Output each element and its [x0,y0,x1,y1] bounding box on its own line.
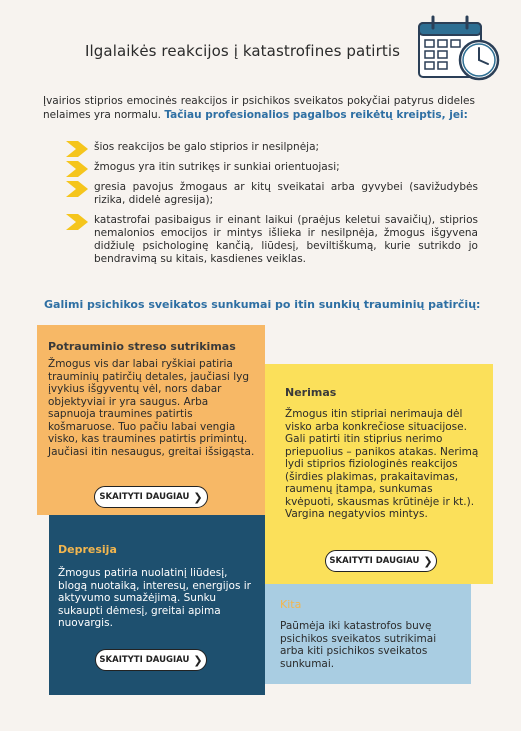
chevron-right-icon: ❯ [193,653,203,667]
card-other [265,584,471,684]
chevron-right-icon: ❯ [193,490,203,504]
card-anxiety [265,364,493,584]
card-ptsd [37,325,265,515]
chevron-right-icon [66,214,88,230]
read-more-button[interactable] [94,486,208,508]
card-text: Žmogus patiria nuolatinį liūdesį, blogą nuotaiką, interesų, energijos ir aktyvumo sumažėjimą. Sunku sukaupti dėmesį, greitai apima nuovargis. [58,567,252,629]
list-item-text: žmogus yra itin sutrikęs ir sunkiai orientuojasi; [94,161,340,173]
card-title: Depresija [58,543,117,556]
card-text: Paūmėja iki katastrofos buvę psichikos sveikatos sutrikimai arba kiti psichikos sveikatos sunkumai. [280,620,437,670]
list-item [66,141,478,154]
card-title: Kita [280,598,302,611]
intro-highlight: Tačiau profesionalios pagalbos reikėtų kreiptis, jei: [164,108,468,121]
card-text: Žmogus vis dar labai ryškiai patiria trauminių patirčių detales, jaučiasi lyg įvykius išgyventų vėl, nors dabar objektyviai ir yra saugus. Arba sapnuoja traumines patirtis košmaruose. Tuo pačiu labai vengia visko, kas traumines patirtis primintų. Jaučiasi itin nesaugus, greitai išsigąsta. [48,358,255,458]
list-item-text: šios reakcijos be galo stiprios ir nesilpnėja; [94,141,320,153]
criteria-list [66,141,478,273]
page-title: Ilgalaikės reakcijos į katastrofines patirtis [85,42,401,60]
list-item [66,214,478,266]
chevron-right-icon [66,181,88,197]
card-depression [49,515,265,695]
chevron-right-icon [66,161,88,177]
button-label: SKAITYTI DAUGIAU [99,655,190,665]
calendar-clock-icon [413,14,503,82]
list-item-text: katastrofai pasibaigus ir einant laikui (praėjus keletui savaičių), stiprios nemalonios emocijos ir mintys išlieka ir nesilpnėja, žmogus išgyvena didžiulę psichologinę kančią, liūdesį, beviltiškumą, kurie sutrikdo jo bendravimą su kitais, kasdienes veiklas. [94,214,478,265]
read-more-button[interactable] [95,649,207,671]
list-item [66,161,478,174]
read-more-button[interactable] [325,550,437,572]
intro-text: Įvairios stiprios emocinės reakcijos ir psichikos sveikatos pokyčiai patyrus dideles nelaimes yra normalu. [43,95,475,121]
list-item [66,181,478,207]
card-title: Potrauminio streso sutrikimas [48,340,236,353]
button-label: SKAITYTI DAUGIAU [329,556,420,566]
card-text: Žmogus itin stipriai nerimauja dėl visko arba konkrečiose situacijose. Gali patirti itin stiprius nerimo priepuolius – panikos atakas. Nerimą lydi stiprios fiziologinės reakcijos (širdies plakimas, prakaitavimas, raumenų įtampa, sunkumas kvėpuoti, skausmas krūtinėje ir kt.). Vargina negatyvios mintys. [285,408,479,520]
chevron-right-icon: ❯ [423,554,433,568]
button-label: SKAITYTI DAUGIAU [99,492,190,502]
chevron-right-icon [66,141,88,157]
list-item-text: gresia pavojus žmogaus ar kitų sveikatai arba gyvybei (savižudybės rizika, didelė agresija); [94,181,478,206]
card-title: Nerimas [285,386,337,399]
section-subtitle: Galimi psichikos sveikatos sunkumai po itin sunkių trauminių patirčių: [44,298,481,311]
intro-paragraph [43,95,475,122]
